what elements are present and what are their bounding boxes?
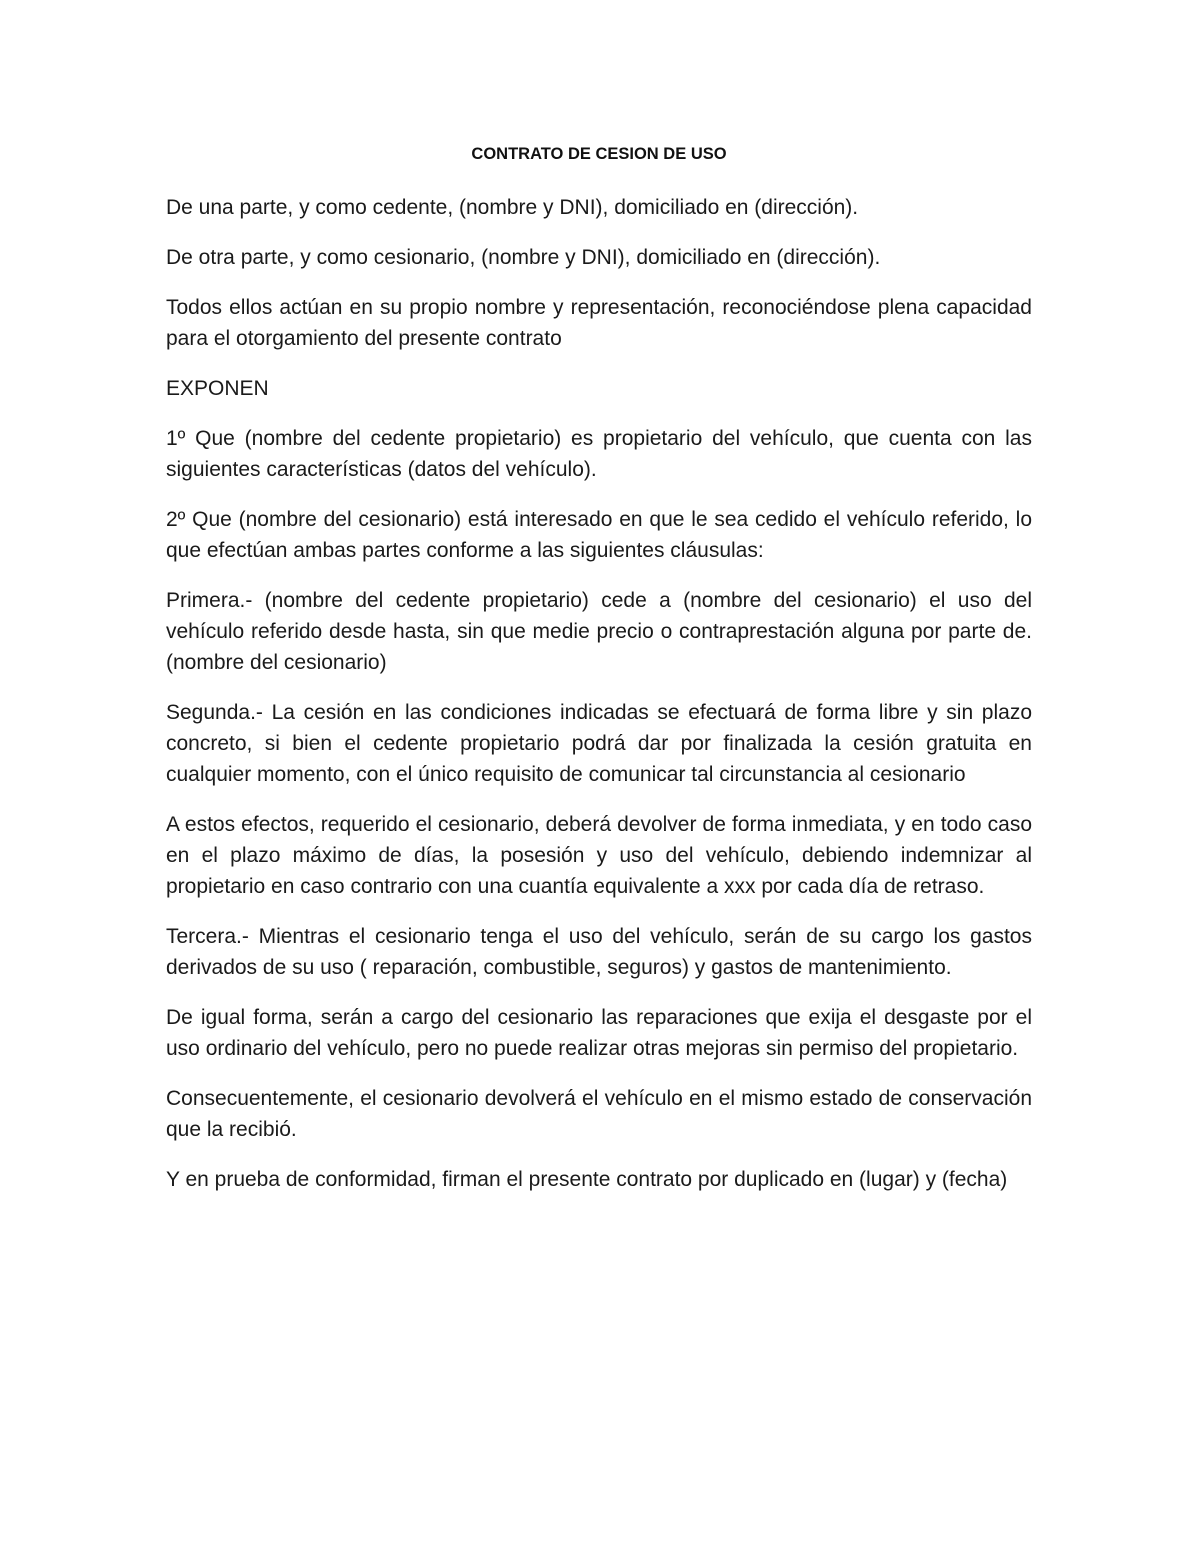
paragraph-reparaciones: De igual forma, serán a cargo del cesionario las reparaciones que exija el desgaste por el uso ordinario del vehículo, pero no puede realizar otras mejoras sin permiso del propietario. [166, 1006, 1032, 1060]
document-body [166, 142, 1032, 1214]
paragraph-capacidad: Todos ellos actúan en su propio nombre y representación, reconociéndose plena capacidad para el otorgamiento del presente contrato [166, 296, 1032, 350]
paragraph-expone-1: 1º Que (nombre del cedente propietario) es propietario del vehículo, que cuenta con las siguientes características (datos del vehículo). [166, 427, 1032, 481]
paragraph-conformidad: Y en prueba de conformidad, firman el presente contrato por duplicado en (lugar) y (fecha) [166, 1168, 1008, 1191]
clause-tercera: Tercera.- Mientras el cesionario tenga el uso del vehículo, serán de su cargo los gastos derivados de su uso ( reparación, combustible, seguros) y gastos de mantenimiento. [166, 925, 1032, 979]
section-heading-exponen: EXPONEN [166, 377, 269, 400]
paragraph-devolucion: Consecuentemente, el cesionario devolverá el vehículo en el mismo estado de conservación que la recibió. [166, 1087, 1032, 1141]
paragraph-expone-2: 2º Que (nombre del cesionario) está interesado en que le sea cedido el vehículo referido, lo que efectúan ambas partes conforme a las siguientes cláusulas: [166, 508, 1032, 562]
document-title: CONTRATO DE CESION DE USO [471, 145, 727, 163]
clause-primera: Primera.- (nombre del cedente propietario) cede a (nombre del cesionario) el uso del vehículo referido desde hasta, sin que medie precio o contraprestación alguna por parte de. (nombre del cesionario) [166, 589, 1032, 674]
paragraph-efectos: A estos efectos, requerido el cesionario, deberá devolver de forma inmediata, y en todo caso en el plazo máximo de días, la posesión y uso del vehículo, debiendo indemnizar al propietario en caso contrario con una cuantía equivalente a xxx por cada día de retraso. [166, 813, 1032, 898]
paragraph-cedente: De una parte, y como cedente, (nombre y DNI), domiciliado en (dirección). [166, 196, 859, 219]
clause-segunda: Segunda.- La cesión en las condiciones indicadas se efectuará de forma libre y sin plazo concreto, si bien el cedente propietario podrá dar por finalizada la cesión gratuita en cualquier momento, con el único requisito de comunicar tal circunstancia al cesionario [166, 701, 1032, 786]
paragraph-cesionario: De otra parte, y como cesionario, (nombre y DNI), domiciliado en (dirección). [166, 246, 881, 269]
